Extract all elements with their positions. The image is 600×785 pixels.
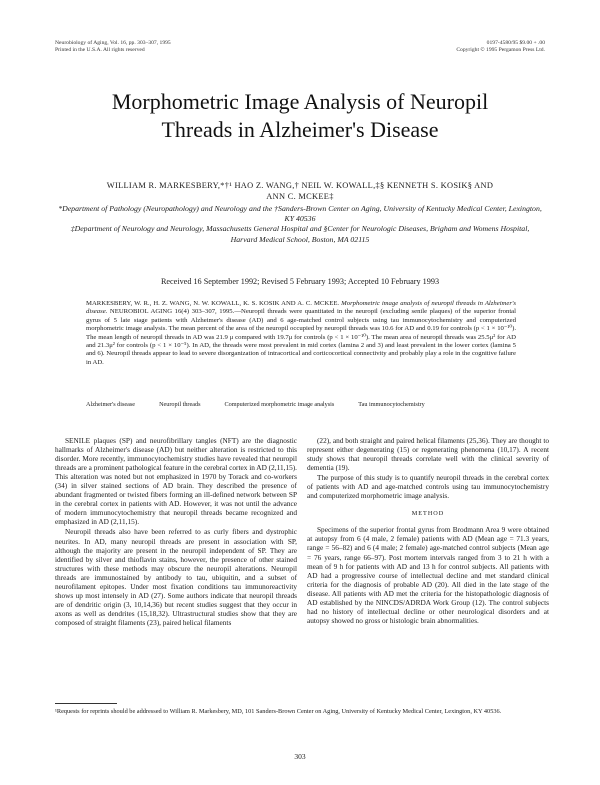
- affiliation-2: ‡Department of Neurology and Neurology, Massachusetts General Hospital and §Center for Neurologic Diseases, Brigham and Womens Hospital, Harvard Medical School, Boston, MA 02115: [70, 224, 530, 244]
- intro-paragraph-3: (22), and both straight and paired helical filaments (25,36). They are thought to represent either degenerating (15) or regenerating phenomena (10,17). A recent study shows that neuropil threads correlate well with the clinical severity of dementia (19).: [307, 436, 549, 473]
- method-paragraph-1: Specimens of the superior frontal gyrus from Brodmann Area 9 were obtained at autopsy from 6 (4 male, 2 female) patients with AD (Mean age = 71.3 years, range = 56–82) and 6 (4 male; 2 female) age-matched control subjects (Mean age = 76 years, range 66–97). Post mortem intervals ranged from 3 to 21 h with a mean of 9 h for patients with AD and 13 h for control subjects. All patients with AD had a progressive course of intellectual decline and met standard clinical criteria for the diagnosis of probable AD (20). All died in the late stage of the disease. All patients with AD met the criteria for the histopathologic diagnosis of AD established by the NINCDS/ADRDA Work Group (12). The control subjects had no history of intellectual decline or other neurological disorders and at autopsy showed no gross or histologic brain abnormalities.: [307, 525, 549, 625]
- authors-line-2: ANN C. MCKEE‡: [266, 192, 334, 201]
- copyright-line: Copyright © 1995 Pergamon Press Ltd.: [456, 47, 545, 53]
- abstract-citation-title: Morphometric image analysis of neuropil threads in Alzheimer's disease.: [86, 300, 516, 316]
- intro-paragraph-4: The purpose of this study is to quantify neuropil threads in the cerebral cortex of patients with AD and age-matched controls using tau immunocytochemistry and computerized morphometric image analysis.: [307, 473, 549, 501]
- keyword: Computerized morphometric image analysis: [224, 401, 335, 408]
- journal-citation-line: Neurobiology of Aging, Vol. 16, pp. 303–307, 1995: [55, 40, 171, 46]
- received-dates: Received 16 September 1992; Revised 5 February 1993; Accepted 10 February 1993: [160, 277, 440, 286]
- abstract-body: NEUROBIOL AGING 16(4) 303–307, 1995.—Neuropil threads were quantitated in the neuropil (excluding senile plaques) of the superior frontal gyrus of 5 late stage patients with Alzheimer's disease (AD) and 6 age-matched control subjects using tau immunocytochemistry and computerized morphometric image analysis. The mean percent of the area of the neuropil occupied by neuropil threads was 10.6 for AD and 0.19 for controls (p < 1 × 10⁻¹⁰). The mean length of neuropil threads in AD was 21.9 μ compared with 19.7μ for controls (p < 1 × 10⁻¹⁰). The mean area of neuropil threads was 25.5μ² for AD and 21.3μ² for controls (p < 1 × 10⁻⁵). In AD, the threads were most prevalent in mid cortex (lamina 2 and 3) and least prevalent in the lower cortex (lamina 5 and 6). Neuropil threads appear to lead to severe disorganization of intracortical and corticocortical connectivity and probably play a role in the cognitive failure in AD.: [86, 308, 517, 366]
- intro-paragraph-1: SENILE plaques (SP) and neurofibrillary tangles (NFT) are the diagnostic hallmarks of Alzheimer's disease (AD) but neither alteration is restricted to this disorder. More recently, immunocytochemistry studies have revealed that neuropil threads are a prominent pathological feature in the cerebral cortex in AD (2,11,15). This alteration was noted but not emphasized in 1970 by Torack and co-workers (34) in silver stained sections of AD brain. They described the presence of abundant fragmented or twisted fibers forming an ill-defined network between SP in the cerebral cortex in patients with AD. However, it was not until the advance of modern immunocytochemistry that neuropil threads became recognized and emphasized in AD (2,11,15).: [55, 436, 297, 527]
- copyright-header: [305, 40, 545, 54]
- abstract: [86, 300, 516, 367]
- right-column: [307, 436, 549, 625]
- left-column: [55, 436, 297, 627]
- keyword: Neuropil threads: [159, 401, 201, 408]
- method-heading: METHOD: [411, 510, 445, 518]
- journal-citation-header: [55, 40, 295, 54]
- footnote: ¹Requests for reprints should be addressed to William R. Markesbery, MD, 101 Sanders-Brown Center on Aging, University of Kentucky Medical Center, Lexington, KY 40536.: [55, 708, 502, 715]
- abstract-citation: MARKESBERY, W. R., H. Z. WANG, N. W. KOWALL, K. S. KOSIK AND A. C. MCKEE.: [86, 300, 340, 307]
- intro-paragraph-2: Neuropil threads also have been referred to as curly fibers and dystrophic neurites. In AD, many neuropil threads are present in association with SP, although the majority are present in the neuropil independent of SP. They are identified by silver and thioflavin stains, however, the presence of other stained structures with these methods may obscure the neuropil alterations. Neuropil threads are immunostained by antibody to tau, ubiquitin, and a subset of neurofilament epitopes. Under most fixation conditions tau immunoreactivity shows up most intensely in AD (27). Some authors indicate that neuropil threads are of dendritic origin (3, 10,14,36) but recent studies suggest that they occur in axons as well as dendrites (15,18,32). Ultrastructural studies show that they are composed of straight filaments (23), paired helical filaments: [55, 527, 297, 627]
- price-code-line: 0197-4580/95 $9.00 + .00: [486, 40, 545, 46]
- title-line-2: Threads in Alzheimer's Disease: [161, 117, 439, 142]
- keyword: Tau immunocytochemistry: [358, 401, 425, 408]
- keywords: [86, 401, 526, 409]
- affiliation-1: *Department of Pathology (Neuropathology) and Neurology and the †Sanders-Brown Center on Aging, University of Kentucky Medical Center, Lexington, KY 40536: [58, 204, 542, 224]
- title-line-1: Morphometric Image Analysis of Neuropil: [111, 89, 489, 114]
- authors-line-1: WILLIAM R. MARKESBERY,*†¹ HAO Z. WANG,† NEIL W. KOWALL,‡§ KENNETH S. KOSIK§ AND: [106, 181, 494, 190]
- author-list: [60, 180, 540, 202]
- page-number: 303: [294, 752, 306, 761]
- affiliations: [58, 204, 542, 245]
- paper-title: [40, 88, 560, 144]
- footnote-divider: [55, 703, 117, 704]
- printed-in-line: Printed in the U.S.A. All rights reserved: [55, 47, 145, 53]
- keyword: Alzheimer's disease: [86, 401, 136, 408]
